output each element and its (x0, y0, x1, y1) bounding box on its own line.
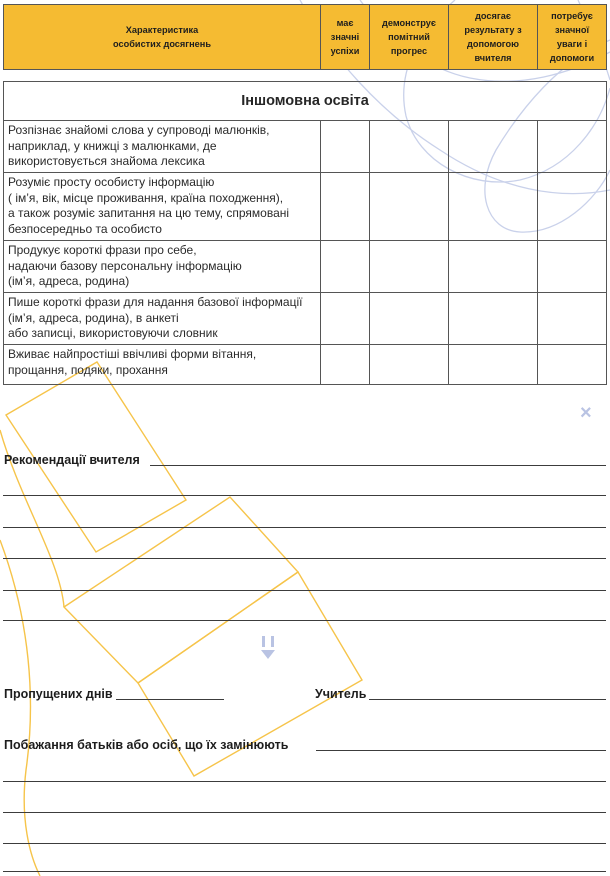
parents-wishes-line-3[interactable] (3, 812, 606, 813)
header-table (3, 4, 607, 70)
mark-cell-needs-attention[interactable] (538, 241, 607, 293)
close-icon: × (580, 402, 592, 424)
mark-cell-needs-attention[interactable] (538, 173, 607, 241)
mark-cell-with-teacher-help[interactable] (449, 345, 538, 385)
column-header-label: Характеристика особистих досягнень (113, 25, 211, 49)
table-row (4, 241, 607, 293)
criterion-text: Розпізнає знайомі слова у супроводі малюнків, наприклад, у книжці з малюнками, де використовується знайома лексика (4, 121, 321, 173)
table-row (4, 345, 607, 385)
criterion-text: Вживає найпростіші ввічливі форми вітання, прощання, подяки, прохання (4, 345, 321, 385)
teacher-label: Учитель (315, 687, 367, 701)
table-row (4, 121, 607, 173)
mark-cell-notable-progress[interactable] (370, 241, 449, 293)
mark-cell-notable-progress[interactable] (370, 121, 449, 173)
mark-cell-notable-progress[interactable] (370, 345, 449, 385)
column-header-label: потребує значної уваги і допомоги (549, 11, 595, 63)
mark-cell-notable-progress[interactable] (370, 173, 449, 241)
mark-cell-significant-success[interactable] (321, 345, 370, 385)
column-header-with-teacher-help (449, 5, 538, 70)
arrow-down-icon (257, 634, 279, 662)
recommendations-line-2[interactable] (3, 495, 606, 496)
criterion-text: Продукує короткі фрази про себе, надаючи базову персональну інформацію (ім’я, адреса, родина) (4, 241, 321, 293)
recommendations-line-1[interactable] (150, 465, 606, 466)
parents-wishes-line-5[interactable] (3, 871, 606, 872)
column-header-label: досягає результату з допомогою вчителя (464, 11, 522, 63)
teacher-field[interactable] (369, 699, 606, 700)
recommendations-line-3[interactable] (3, 527, 606, 528)
column-header-significant-success (321, 5, 370, 70)
mark-cell-needs-attention[interactable] (538, 345, 607, 385)
column-header-label: має значні успіхи (330, 18, 360, 56)
parents-wishes-line-4[interactable] (3, 843, 606, 844)
parents-wishes-line-2[interactable] (3, 781, 606, 782)
mark-cell-notable-progress[interactable] (370, 293, 449, 345)
mark-cell-significant-success[interactable] (321, 241, 370, 293)
recommendations-line-4[interactable] (3, 558, 606, 559)
criterion-text: Пише короткі фрази для надання базової інформації (ім’я, адреса, родина), в анкеті або записці, використовуючи словник (4, 293, 321, 345)
mark-cell-with-teacher-help[interactable] (449, 293, 538, 345)
recommendations-line-5[interactable] (3, 590, 606, 591)
mark-cell-with-teacher-help[interactable] (449, 121, 538, 173)
recommendations-line-6[interactable] (3, 620, 606, 621)
mark-cell-significant-success[interactable] (321, 293, 370, 345)
missed-days-field[interactable] (116, 699, 224, 700)
table-row (4, 173, 607, 241)
parents-wishes-line-1[interactable] (316, 750, 606, 751)
mark-cell-needs-attention[interactable] (538, 121, 607, 173)
section-title: Іншомовна освіта (4, 82, 607, 121)
mark-cell-with-teacher-help[interactable] (449, 173, 538, 241)
assessment-table (3, 81, 607, 385)
mark-cell-with-teacher-help[interactable] (449, 241, 538, 293)
missed-days-label: Пропущених днів (4, 687, 113, 701)
parents-wishes-label: Побажання батьків або осіб, що їх замінюють (4, 738, 289, 752)
column-header-notable-progress (370, 5, 449, 70)
column-header-criteria (4, 5, 321, 70)
mark-cell-significant-success[interactable] (321, 121, 370, 173)
column-header-label: демонструє помітний прогрес (382, 18, 436, 56)
table-row (4, 293, 607, 345)
criterion-text: Розуміє просту особисту інформацію ( ім’я, вік, місце проживання, країна походження), а також розуміє запитання на цю тему, спрямовані безпосередньо та особисто (4, 173, 321, 241)
mark-cell-significant-success[interactable] (321, 173, 370, 241)
recommendations-label: Рекомендації вчителя (4, 453, 140, 467)
column-header-needs-attention (538, 5, 607, 70)
mark-cell-needs-attention[interactable] (538, 293, 607, 345)
